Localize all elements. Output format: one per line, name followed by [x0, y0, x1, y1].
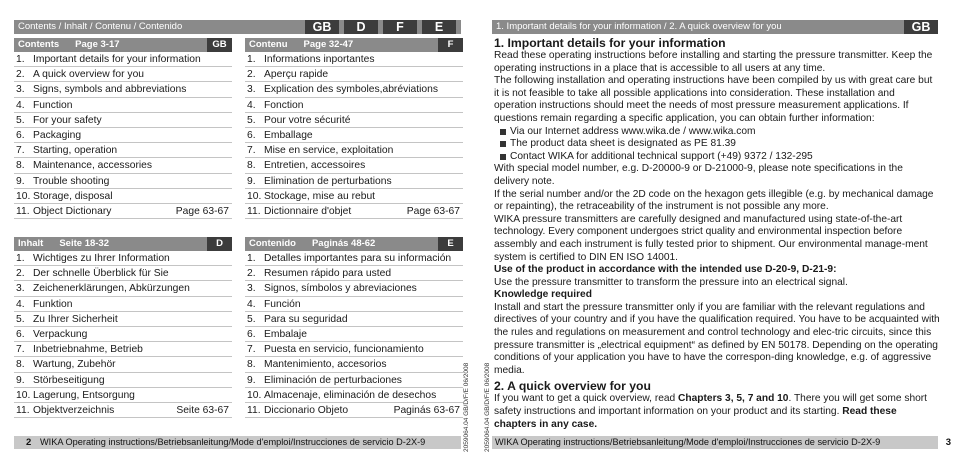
toc-entry[interactable] — [14, 327, 232, 342]
lang-tab-gb[interactable]: GB — [305, 20, 339, 34]
toc-entry-number: 10. — [16, 190, 31, 202]
toc-entry[interactable] — [245, 128, 463, 143]
toc-entry-page: Seite 63-67 — [176, 404, 229, 416]
list-item — [500, 151, 940, 164]
toc-entry-number: 5. — [247, 114, 256, 126]
toc-entry-title: Verpackung — [33, 328, 88, 340]
toc-entry-page: Page 63-67 — [175, 205, 229, 217]
toc-entry-number: 11. — [16, 205, 30, 217]
toc-entry-title: Emballage — [264, 129, 313, 141]
toc-page-range: Paginás 48-62 — [311, 238, 376, 249]
toc-entry[interactable] — [245, 113, 463, 128]
toc-entry-title: Objektverzeichnis — [33, 404, 115, 416]
right-page — [477, 0, 954, 471]
text-span: If you want to get a quick overview, read — [494, 393, 679, 405]
toc-heading — [245, 38, 463, 52]
toc-entry-number: 5. — [16, 313, 25, 325]
toc-french — [245, 38, 463, 219]
section-header-title: 1. Important details for your information / 2. A quick overview for you — [496, 21, 782, 32]
toc-entry-number: 1. — [247, 54, 256, 65]
toc-entry-number: 9. — [16, 175, 25, 187]
list-item-text: The product data sheet is designated as PE 81.39 — [510, 138, 736, 150]
toc-lang-code: E — [438, 237, 463, 251]
toc-entry-title: Signos, símbolos y abreviaciones — [264, 283, 417, 295]
toc-entry[interactable] — [245, 158, 463, 173]
list-item — [500, 138, 940, 151]
toc-entry-title: Puesta en servicio, funcionamiento — [264, 344, 424, 356]
toc-entry-number: 6. — [16, 328, 25, 340]
square-bullet-icon — [500, 154, 506, 160]
info-list — [494, 126, 940, 164]
page-number: 2 — [26, 437, 32, 448]
toc-entry[interactable] — [245, 204, 463, 219]
toc-entry-number: 1. — [16, 253, 25, 264]
toc-entry-title: A quick overview for you — [33, 69, 145, 81]
toc-entry-number: 6. — [16, 129, 25, 141]
toc-entry-number: 8. — [16, 160, 25, 172]
toc-heading — [14, 237, 232, 251]
toc-entry[interactable] — [14, 82, 232, 97]
toc-entry-number: 6. — [247, 129, 256, 141]
section-1-heading: 1. Important details for your information — [494, 36, 726, 50]
toc-entry-number: 11. — [247, 205, 261, 217]
toc-entry-number: 2. — [247, 69, 256, 81]
toc-entry[interactable] — [14, 52, 232, 67]
toc-entry[interactable] — [245, 174, 463, 189]
toc-entry-title: Pour votre sécurité — [264, 114, 351, 126]
toc-entry[interactable] — [14, 266, 232, 281]
toc-entry[interactable] — [245, 143, 463, 158]
toc-entry-number: 5. — [16, 114, 25, 126]
toc-entry-title: Inbetriebnahme, Betrieb — [33, 344, 143, 356]
toc-entry-title: Fonction — [264, 99, 304, 111]
toc-entry-title: Wichtiges zu Ihrer Information — [33, 253, 170, 264]
document-code-text: 2059064.04 GB/D/F/E 06/2008 — [484, 362, 491, 452]
toc-lang-code: GB — [207, 38, 232, 52]
toc-entry[interactable] — [14, 189, 232, 204]
read-chapters-highlight: Read these chapters in any case. — [494, 406, 897, 430]
toc-english — [14, 38, 232, 219]
toc-entry-title: Explication des symboles,abréviations — [264, 84, 438, 96]
toc-entry-number: 5. — [247, 313, 256, 325]
toc-entry[interactable] — [245, 251, 463, 266]
toc-german — [14, 237, 232, 418]
list-item — [500, 126, 940, 139]
toc-label: Inhalt — [18, 238, 44, 249]
lang-tab-gb[interactable]: GB — [904, 20, 938, 34]
toc-entry-number: 3. — [16, 84, 25, 96]
toc-entry-number: 1. — [247, 253, 256, 264]
toc-entry-title: Function — [33, 99, 73, 111]
square-bullet-icon — [500, 141, 506, 147]
toc-entry-title: Der schnelle Überblick für Sie — [33, 268, 169, 280]
toc-label: Contents — [18, 39, 60, 50]
toc-entry[interactable] — [245, 189, 463, 204]
toc-entry[interactable] — [245, 388, 463, 403]
toc-entry-number: 3. — [16, 283, 25, 295]
toc-entry[interactable] — [245, 312, 463, 327]
toc-entry-number: 2. — [16, 69, 25, 81]
toc-entry-title: Diccionario Objeto — [264, 404, 349, 416]
toc-entry[interactable] — [14, 174, 232, 189]
paragraph: Read these operating instructions before installing and starting the pressure transmitter. Keep the operating instructions in a place that is accessible to all users at any time. — [494, 50, 933, 74]
toc-entry-title: Packaging — [33, 129, 82, 141]
toc-entry[interactable] — [14, 98, 232, 113]
toc-entry[interactable] — [14, 67, 232, 82]
toc-entry-title: Función — [264, 298, 301, 310]
toc-entry-title: Embalaje — [264, 328, 307, 340]
toc-entry-number: 10. — [247, 389, 262, 401]
toc-entry[interactable] — [14, 357, 232, 372]
toc-entry-number: 7. — [247, 344, 256, 356]
list-item-text: Via our Internet address www.wika.de / www.wika.com — [510, 125, 756, 137]
toc-entry-title: Resumen rápido para usted — [264, 268, 392, 280]
right-footer — [492, 436, 951, 449]
square-bullet-icon — [500, 129, 506, 135]
toc-entry-number: 8. — [16, 359, 25, 371]
left-footer — [14, 436, 461, 449]
paragraph: If the serial number and/or the 2D code on the hexagon gets illegible (e.g. by mechanical damage or repainting), the retraceability of the instrument is not possible any more. — [494, 188, 934, 213]
footer-text: WIKA Operating instructions/Betriebsanleitung/Mode d'emploi/Instrucciones de servicio D-2X-9 — [495, 437, 881, 447]
toc-entry[interactable] — [245, 297, 463, 312]
toc-entry-number: 7. — [16, 145, 25, 157]
toc-heading — [245, 237, 463, 251]
text-span: . There you will get some short safety instructions and important information on your product and its starting. — [494, 393, 928, 418]
toc-entry[interactable] — [14, 297, 232, 312]
toc-entry-number: 2. — [247, 268, 256, 280]
paragraph — [494, 393, 940, 431]
toc-entry-title: Aperçu rapide — [264, 69, 329, 81]
toc-entry[interactable] — [14, 373, 232, 388]
toc-entry-title: Storage, disposal — [33, 190, 113, 202]
toc-entry-title: Trouble shooting — [33, 175, 110, 187]
toc-entry-page: Page 63-67 — [406, 205, 460, 217]
paragraph: Use the pressure transmitter to transform the pressure into an electrical signal. — [494, 276, 848, 288]
toc-entry-number: 4. — [247, 99, 256, 111]
toc-entry-number: 4. — [16, 99, 25, 111]
chapters-highlight: Chapters 3, 5, 7 and 10 — [678, 393, 789, 405]
toc-spanish — [245, 237, 463, 418]
toc-entry-title: Mise en service, exploitation — [264, 145, 394, 157]
toc-entry-title: Detalles importantes para su información — [264, 253, 452, 264]
section-2-heading: 2. A quick overview for you — [494, 379, 651, 394]
toc-entry-number: 7. — [247, 145, 256, 157]
toc-entry-title: Almacenaje, eliminación de desechos — [264, 389, 437, 401]
toc-label: Contenido — [249, 238, 296, 249]
contents-header-title: Contents / Inhalt / Contenu / Contenido — [18, 21, 183, 32]
toc-heading — [14, 38, 232, 52]
document-body — [494, 36, 940, 431]
toc-entry[interactable] — [14, 158, 232, 173]
toc-entry-title: Störbeseitigung — [33, 374, 105, 386]
toc-entry-title: Signs, symbols and abbreviations — [33, 84, 187, 96]
toc-entry-title: Wartung, Zubehör — [33, 359, 116, 371]
toc-entry-number: 10. — [16, 389, 31, 401]
toc-entry-number: 2. — [16, 268, 25, 280]
toc-entry-title: Eliminación de perturbaciones — [264, 374, 402, 386]
toc-entry[interactable] — [245, 373, 463, 388]
knowledge-heading: Knowledge required — [494, 289, 592, 301]
toc-entry-title: Elimination de perturbations — [264, 175, 392, 187]
toc-entry-number: 11. — [247, 404, 261, 416]
toc-entry[interactable] — [245, 98, 463, 113]
lang-tab-e[interactable]: E — [422, 20, 456, 34]
paragraph: Install and start the pressure transmitter only if you are familiar with the relevant regulations and directives of your country and if you have the qualification required. You have to be acquainted with the rules and regulations on measurement and control technology and elec-tric circuits, since this pressure transmitter is „electrical equipment“ as defined by EN 50178. Depending on the operating conditions of your application you have to have the correspon-ding knowledge, e.g. of aggressive media. — [494, 301, 940, 376]
toc-entry[interactable] — [14, 388, 232, 403]
toc-entry-number: 8. — [247, 160, 256, 172]
toc-entry-number: 3. — [247, 84, 256, 96]
toc-entry[interactable] — [14, 342, 232, 357]
toc-entry-title: Object Dictionary — [33, 205, 112, 217]
intended-use-heading: Use of the product in accordance with the intended use D-20-9, D-21-9: — [494, 264, 837, 276]
toc-entry-title: Dictionnaire d'objet — [264, 205, 352, 217]
toc-entry[interactable] — [245, 403, 463, 418]
toc-entry[interactable] — [14, 204, 232, 219]
toc-lang-code: F — [438, 38, 463, 52]
toc-entry-number: 1. — [16, 54, 25, 65]
toc-lang-code: D — [207, 237, 232, 251]
toc-entry[interactable] — [14, 312, 232, 327]
toc-entry[interactable] — [245, 82, 463, 97]
contents-header-bar — [14, 20, 461, 34]
toc-entry[interactable] — [245, 281, 463, 296]
toc-entry-page: Paginás 63-67 — [393, 404, 460, 416]
toc-entry-number: 3. — [247, 283, 256, 295]
toc-entry-title: Informations inportantes — [264, 54, 375, 65]
toc-entry-number: 10. — [247, 190, 262, 202]
toc-entry-title: Important details for your information — [33, 54, 201, 65]
toc-entry-number: 9. — [16, 374, 25, 386]
toc-entry[interactable] — [245, 67, 463, 82]
paragraph: The following installation and operating instructions have been compiled by us with great care but it is not feasible to take all possible applications into consideration. These installation and operation instructions should meet the needs of most pressure measurement applications. If questions remain regarding a specific application, you can obtain further information: — [494, 75, 933, 124]
toc-entry-number: 6. — [247, 328, 256, 340]
toc-entry-title: Entretien, accessoires — [264, 160, 366, 172]
list-item-text: Contact WIKA for additional technical support (+49) 9372 / 132-295 — [510, 150, 813, 162]
toc-entry[interactable] — [245, 52, 463, 67]
toc-entry-title: Stockage, mise au rebut — [264, 190, 376, 202]
paragraph: WIKA pressure transmitters are carefully designed and manufactured using state-of-the-art technology. Every component undergoes strict quality and environmental inspection before assembly and each instrument is fully tested prior to shipment. Our environmental manage-ment system is certified to DIN EN ISO 14001. — [494, 213, 928, 263]
toc-label: Contenu — [249, 39, 288, 50]
toc-entry-title: Starting, operation — [33, 145, 118, 157]
toc-entry-number: 9. — [247, 374, 256, 386]
toc-entry-title: Para su seguridad — [264, 313, 348, 325]
lang-tab-d[interactable]: D — [344, 20, 378, 34]
page-number: 3 — [945, 437, 951, 448]
toc-entry-title: Zu Ihrer Sicherheit — [33, 313, 118, 325]
toc-entry-title: Zeichenerklärungen, Abkürzungen — [33, 283, 190, 295]
toc-entry[interactable] — [245, 357, 463, 372]
toc-entry-number: 4. — [16, 298, 25, 310]
document-code-text: 2059064.04 GB/D/F/E 06/2008 — [463, 362, 470, 452]
toc-entry[interactable] — [14, 113, 232, 128]
toc-entry-title: Funktion — [33, 298, 73, 310]
toc-entry-title: Lagerung, Entsorgung — [33, 389, 135, 401]
document-code-vertical — [463, 352, 473, 452]
toc-entry[interactable] — [245, 266, 463, 281]
toc-entry-number: 11. — [16, 404, 30, 416]
toc-entry-number: 7. — [16, 344, 25, 356]
toc-entry[interactable] — [14, 251, 232, 266]
toc-entry-number: 4. — [247, 298, 256, 310]
toc-page-range: Page 3-17 — [75, 39, 120, 50]
toc-entry-number: 8. — [247, 359, 256, 371]
toc-entry[interactable] — [245, 327, 463, 342]
footer-text: WIKA Operating instructions/Betriebsanleitung/Mode d'emploi/Instrucciones de servicio D-2X-9 — [40, 437, 426, 447]
toc-entry[interactable] — [14, 403, 232, 418]
toc-entry-title: Mantenimiento, accesorios — [264, 359, 387, 371]
toc-entry-title: For your safety — [33, 114, 102, 126]
toc-entry[interactable] — [14, 281, 232, 296]
toc-page-range: Page 32-47 — [303, 39, 354, 50]
toc-entry[interactable] — [14, 143, 232, 158]
toc-entry[interactable] — [245, 342, 463, 357]
toc-entry-title: Maintenance, accessories — [33, 160, 153, 172]
lang-tab-f[interactable]: F — [383, 20, 417, 34]
toc-entry[interactable] — [14, 128, 232, 143]
toc-entry-number: 9. — [247, 175, 256, 187]
section-header-bar — [492, 20, 938, 34]
toc-page-range: Seite 18-32 — [59, 238, 109, 249]
paragraph: With special model number, e.g. D-20000-9 or D-21000-9, please note specifications in the delivery note. — [494, 163, 903, 187]
